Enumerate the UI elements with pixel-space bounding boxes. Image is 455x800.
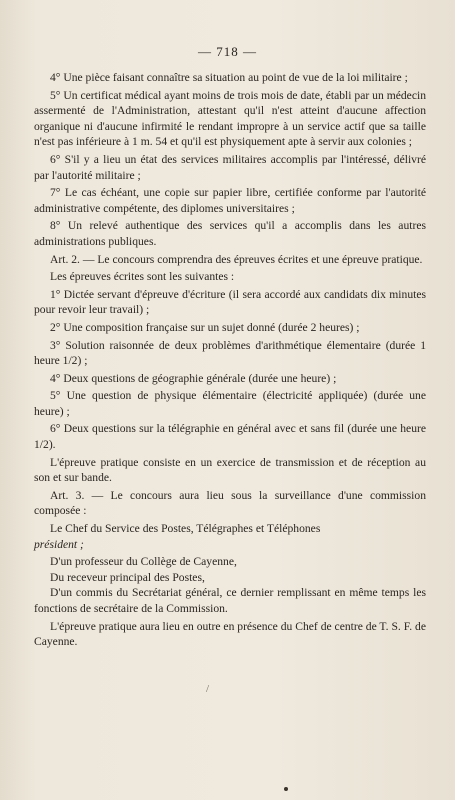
paragraph: 2° Une composition française sur un sujet donné (durée 2 heures) ; [50, 320, 360, 334]
committee-head-text: Le Chef du Service des Postes, Télégraphes et Téléphones [50, 522, 321, 536]
paragraph: Les épreuves écrites sont les suivantes : [50, 270, 235, 284]
paragraph: 8° Un relevé authentique des services qu'il a accomplis dans les autres administrations publiques. [34, 219, 426, 248]
paragraph: 7° Le cas échéant, une copie sur papier libre, certifiée conforme par l'autorité administrative compétente, des diplomes universitaires ; [34, 186, 426, 215]
paragraph: 1° Dictée servant d'épreuve d'écriture (il sera accordé aux candidats dix minutes pour revoir leur travail) ; [34, 287, 426, 317]
pencil-mark: / [206, 683, 210, 695]
paragraph: 4° Deux questions de géographie générale (durée une heure) ; [50, 371, 337, 385]
paragraph: L'épreuve pratique consiste en un exercice de transmission et de réception au son et sur bande. [34, 455, 426, 485]
paragraph: Art. 3. — Le concours aura lieu sous la surveillance d'une commission composée : [34, 488, 426, 518]
ink-dot [284, 787, 288, 791]
paragraph: 6° S'il y a lieu un état des services militaires accomplis par l'intéressé, délivré par l'autorité militaire ; [34, 152, 426, 182]
committee-head-role: président ; [34, 537, 84, 551]
paragraph: 5° Une question de physique élémentaire (électricité appliquée) (durée une heure) ; [34, 389, 426, 418]
paragraph: 6° Deux questions sur la télégraphie en général avec et sans fil (durée une heure 1/2). [34, 422, 426, 452]
paragraph: D'un professeur du Collège de Cayenne, [50, 555, 237, 569]
paragraph: 5° Un certificat médical ayant moins de trois mois de date, établi par un médecin assermenté de l'Administration, attestant qu'il n'est atteint d'aucune affection organique ni d'aucune infirmité le rendant impropre à un service actif que sa taille n'est pas inférieure à 1 m. 54 et qu'il est physiquement apte à servir aux colonies ; [34, 88, 426, 149]
paragraph: Art. 2. — Le concours comprendra des épreuves écrites et une épreuve pratique. [50, 252, 423, 266]
paragraph: 4° Une pièce faisant connaître sa situation au point de vue de la loi militaire ; [50, 71, 408, 84]
committee-head [34, 521, 426, 552]
paragraph: Du receveur principal des Postes, [50, 570, 205, 584]
paragraph: L'épreuve pratique aura lieu en outre en présence du Chef de centre de T. S. F. de Cayenne. [34, 619, 426, 649]
body-text [34, 70, 426, 650]
page-number: — 718 — [198, 44, 257, 59]
paragraph: D'un commis du Secrétariat général, ce dernier remplissant en même temps les fonctions de secrétaire de la Commission. [34, 586, 426, 615]
paragraph: 3° Solution raisonnée de deux problèmes d'arithmétique élementaire (durée 1 heure 1/2) ; [34, 338, 426, 368]
